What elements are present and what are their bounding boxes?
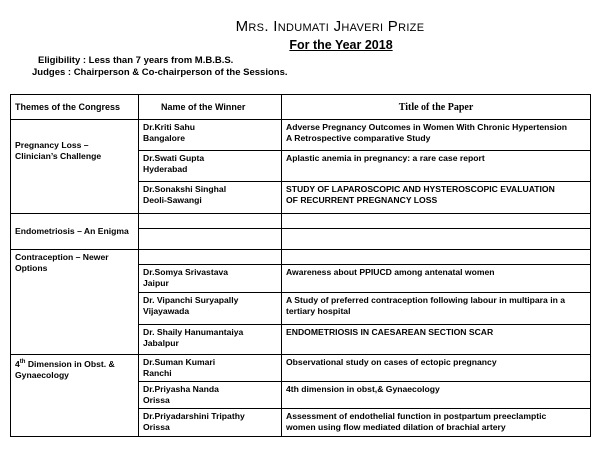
paper-title: Aplastic anemia in pregnancy: a rare case report (282, 151, 591, 182)
empty-cell (139, 229, 282, 250)
winner-name: Dr.Priyadarshini Tripathy Orissa (139, 409, 282, 437)
paper-title: Observational study on cases of ectopic pregnancy (282, 355, 591, 382)
empty-cell (282, 214, 591, 229)
winner-name: Dr. Shaily Hanumantaiya Jabalpur (139, 325, 282, 355)
document-subtitle: For the Year 2018 (289, 38, 393, 52)
table-header-row (11, 95, 591, 120)
paper-title: Awareness about PPIUCD among antenatal women (282, 265, 591, 293)
winner-name: Dr.Kriti Sahu Bangalore (139, 120, 282, 151)
winner-name: Dr.Sonakshi Singhal Deoli-Sawangi (139, 182, 282, 214)
judges-line: Judges : Chairperson & Co-chairperson of the Sessions. (32, 67, 288, 78)
empty-cell (282, 229, 591, 250)
paper-title: STUDY OF LAPAROSCOPIC AND HYSTEROSCOPIC EVALUATION OF RECURRENT PREGNANCY LOSS (282, 182, 591, 214)
winners-table (10, 94, 591, 437)
empty-cell (139, 214, 282, 229)
table-row (11, 214, 591, 229)
document-title: Mrs. Indumati Jhaveri Prize (235, 18, 425, 35)
paper-title: ENDOMETRIOSIS IN CAESAREAN SECTION SCAR (282, 325, 591, 355)
paper-title: Adverse Pregnancy Outcomes in Women With Chronic Hypertension A Retrospective comparative Study (282, 120, 591, 151)
theme-endometriosis: Endometriosis – An Enigma (11, 214, 139, 250)
theme-fourth-dimension: 4th Dimension in Obst. & Gynaecology (11, 355, 139, 437)
paper-title: 4th dimension in obst,& Gynaecology (282, 382, 591, 409)
winner-name: Dr.Priyasha Nanda Orissa (139, 382, 282, 409)
header-themes: Themes of the Congress (11, 95, 139, 120)
table-row (11, 250, 591, 265)
empty-cell (139, 250, 282, 265)
eligibility-line: Eligibility : Less than 7 years from M.B.B.S. (38, 55, 234, 66)
header-paper: Title of the Paper (282, 95, 591, 120)
paper-title: Assessment of endothelial function in postpartum preeclamptic women using flow mediated dilation of brachial artery (282, 409, 591, 437)
winner-name: Dr.Swati Gupta Hyderabad (139, 151, 282, 182)
theme-pregnancy-loss: Pregnancy Loss – Clinician’s Challenge (11, 120, 139, 214)
paper-title: A Study of preferred contraception following labour in multipara in a tertiary hospital (282, 293, 591, 325)
header-winner: Name of the Winner (139, 95, 282, 120)
theme-contraception: Contraception – Newer Options (11, 250, 139, 355)
winner-name: Dr. Vipanchi Suryapally Vijayawada (139, 293, 282, 325)
table-row (11, 120, 591, 151)
table-row (11, 355, 591, 382)
winner-name: Dr.Suman Kumari Ranchi (139, 355, 282, 382)
empty-cell (282, 250, 591, 265)
winner-name: Dr.Somya Srivastava Jaipur (139, 265, 282, 293)
